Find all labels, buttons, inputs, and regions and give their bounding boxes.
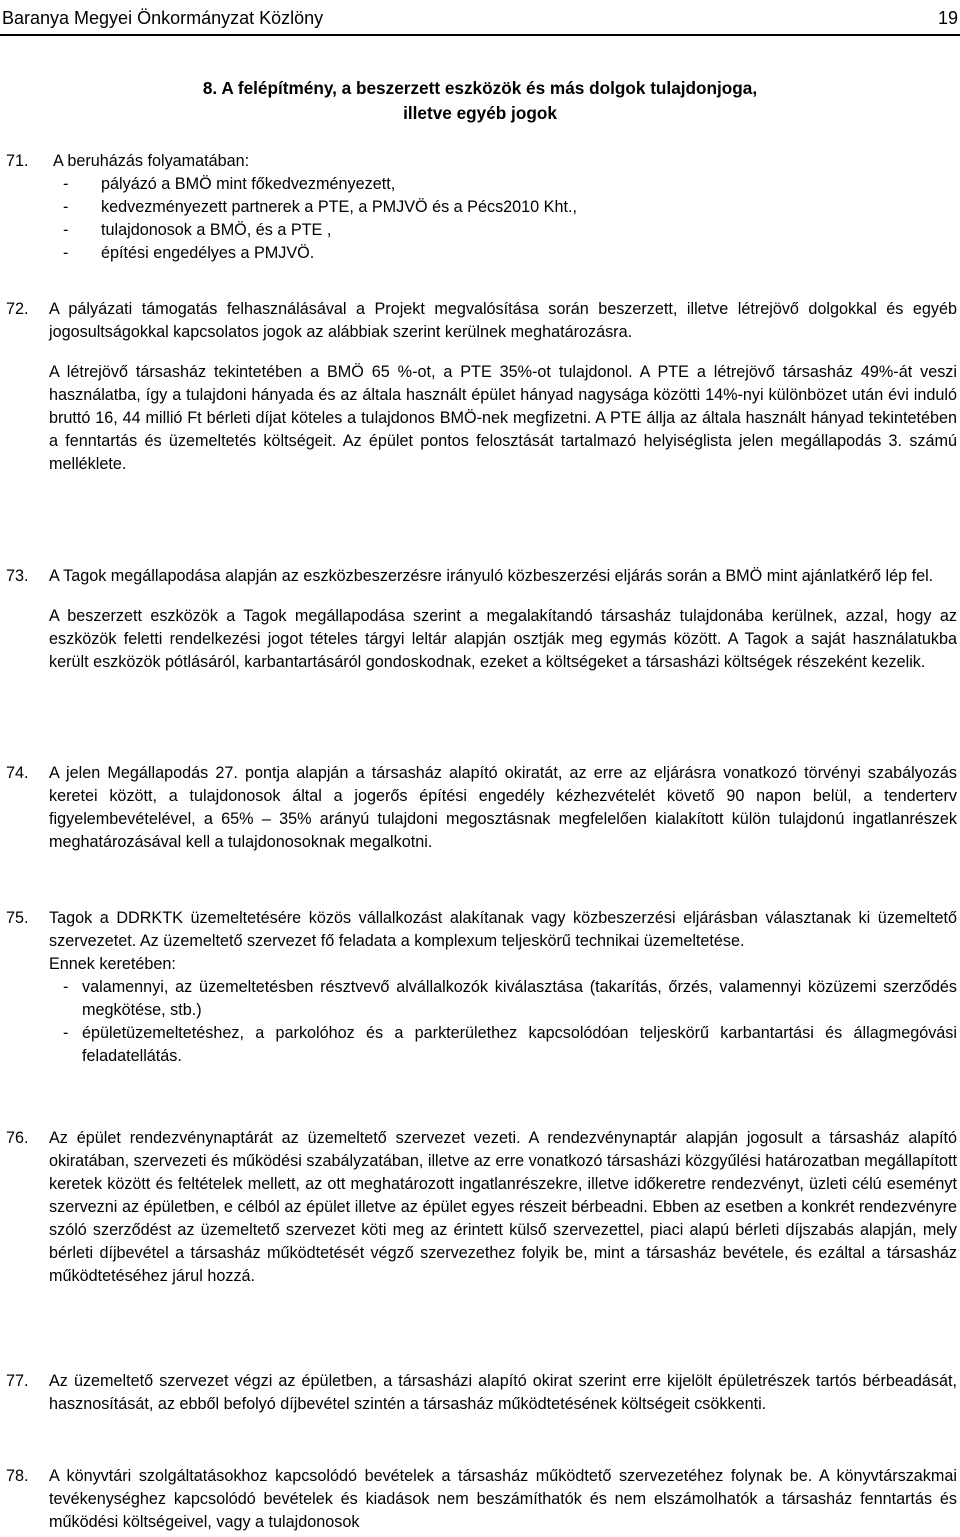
list-item: - pályázó a BMÖ mint főkedvezményezett, (53, 173, 960, 196)
list-item: - építési engedélyes a PMJVÖ. (53, 242, 960, 265)
paragraph-body (49, 1465, 957, 1534)
paragraph-76 (0, 1127, 960, 1288)
paragraph-text: A jelen Megállapodás 27. pontja alapján a társasház alapító okiratát, az erre az eljárásra vonatkozó törvényi szabályozás keretei között, a tulajdonosok által a jogerős építési engedély kézhezvételét követő 90 napon belül, a tenderterv figyelembevételével, a 65% – 35% arányú tulajdoni megosztásnak megfelelően kialakított külön tulajdonú ingatlanrészek meghatározásával kell a tulajdonosoknak megalkotni. (49, 764, 957, 851)
list-item: - épületüzemeltetéshez, a parkolóhoz és a parkterülethez kapcsolódóan teljeskörű karbantartási és állagmegóvási feladatellátás. (49, 1022, 957, 1068)
paragraph-71 (0, 150, 960, 265)
paragraph-body (49, 1370, 957, 1416)
paragraph-text: A könyvtári szolgáltatásokhoz kapcsolódó bevételek a társasház működtető szervezetéhez folynak be. A könyvtárszakmai tevékenységhez kapcsolódó bevételek és kiadások nem beszámíthatók és nem elszámolhatók a társasház fenntartás és működési költségeivel, vagy a tulajdonosok (49, 1467, 957, 1531)
paragraph-body (49, 565, 957, 674)
paragraph-body (53, 150, 957, 173)
paragraph-78 (0, 1465, 960, 1534)
paragraph-text: Ennek keretében: (49, 955, 176, 973)
paragraph-number: 72. (6, 300, 29, 318)
header-divider (0, 34, 960, 36)
page-number: 19 (937, 8, 958, 28)
section-heading-line-1: 8. A felépítmény, a beszerzett eszközök és más dolgok tulajdonjoga, (202, 78, 758, 98)
paragraph-74 (0, 762, 960, 854)
paragraph-text: A Tagok megállapodása alapján az eszközbeszerzésre irányuló közbeszerzési eljárás során a BMÖ mint ajánlatkérő lép fel. (49, 567, 934, 585)
paragraph-72 (0, 298, 960, 476)
paragraph-number: 77. (6, 1372, 29, 1390)
paragraph-number: 75. (6, 909, 29, 927)
publication-title: Baranya Megyei Önkormányzat Közlöny (2, 8, 324, 28)
dash-list (53, 173, 960, 265)
paragraph-intro: A beruházás folyamatában: (53, 152, 250, 170)
paragraph-text: A pályázati támogatás felhasználásával a Projekt megvalósítása során beszerzett, illetve létrejövő dolgokkal és egyéb jogosultságokkal kapcsolatos jogok az alábbiak szerint kerülnek meghatározásra. (49, 300, 957, 341)
paragraph-75 (0, 907, 960, 1068)
page-header (0, 0, 960, 32)
paragraph-number: 73. (6, 567, 29, 585)
paragraph-number: 74. (6, 764, 29, 782)
paragraph-body (49, 907, 957, 1068)
paragraph-text: A létrejövő társasház tekintetében a BMÖ 65 %-ot, a PTE 35%-ot tulajdonol. A PTE a létrejövő társasház 49%-át veszi használatba, így a tulajdoni hányada és az általa használt épület hányad nagysága közötti 14%-nyi különbözet után évi induló bruttó 16, 44 millió Ft bérleti díjat köteles a tulajdonos BMÖ-nek megfizetni. A PTE állja az általa használt hányad tekintetében a fenntartás és üzemeltetés költségeit. Az épület pontos felosztását tartalmazó helyiséglista jelen megállapodás 3. számú melléklete. (49, 363, 957, 473)
paragraph-77 (0, 1370, 960, 1416)
paragraph-body (49, 762, 957, 854)
paragraph-body (49, 1127, 957, 1288)
list-item: - kedvezményezett partnerek a PTE, a PMJVÖ és a Pécs2010 Kht., (53, 196, 960, 219)
paragraph-text: Az üzemeltető szervezet végzi az épületben, a társasházi alapító okirat szerint erre kijelölt épületrészek tartós bérbeadását, hasznosítását, az ebből befolyó díjbevétel szintén a társasház működtetésének költségeit csökkenti. (49, 1372, 957, 1413)
paragraph-text: Tagok a DDRKTK üzemeltetésére közös vállalkozást alakítanak vagy közbeszerzési eljárásban választanak ki üzemeltető szervezetet. Az üzemeltető szervezet fő feladata a komplexum teljeskörű technikai üzemeltetése. (49, 909, 957, 950)
paragraph-number: 78. (6, 1467, 29, 1485)
list-item: - valamennyi, az üzemeltetésben résztvevő alvállalkozók kiválasztása (takarítás, őrzés, valamennyi közüzemi szerződés megkötése, stb.) (49, 976, 957, 1022)
list-item: - tulajdonosok a BMÖ, és a PTE , (53, 219, 960, 242)
dash-list (49, 976, 957, 1068)
paragraph-number: 76. (6, 1129, 29, 1147)
section-heading-line-2: illetve egyéb jogok (403, 103, 557, 123)
section-heading (120, 76, 840, 126)
paragraph-number: 71. (6, 152, 29, 170)
paragraph-text: A beszerzett eszközök a Tagok megállapodása szerint a megalakítandó társasház tulajdonába kerülnek, azzal, hogy az eszközök feletti rendelkezési jogot tételes tárgyi leltár alapján osztják meg egymás között. A Tagok a saját használatukba került eszközök pótlásáról, karbantartásáról gondoskodnak, ezeket a költségeket a társasházi költségek részeként kezelik. (49, 607, 957, 671)
paragraph-text: Az épület rendezvénynaptárát az üzemeltető szervezet vezeti. A rendezvénynaptár alapján jogosult a társasház alapító okiratában, szervezeti és működési szabályzatában, illetve az erre vonatkozó társasházi közgyűlési határozatban megállapított keretek között és feltételek mellett, az ott meghatározott ingatlanrészekre, illetve időkeretre rendezvényt, üzleti célú eseményt szervezni az épületben, e célból az épület illetve az épület egyes részeit bérbeadni. Ebben az esetben a konkrét rendezvényre szóló szerződést az üzemeltető szervezet köti meg az érintett külső szervezettel, piaci alapú bérleti díjszabás alapján, mely bérleti díjbevétel a társasház működtetését végző szervezethez folyik be, mint a társasház bevétele, és ezáltal a társasház működtetéséhez járul hozzá. (49, 1129, 957, 1285)
paragraph-73 (0, 565, 960, 674)
paragraph-body (49, 298, 957, 476)
